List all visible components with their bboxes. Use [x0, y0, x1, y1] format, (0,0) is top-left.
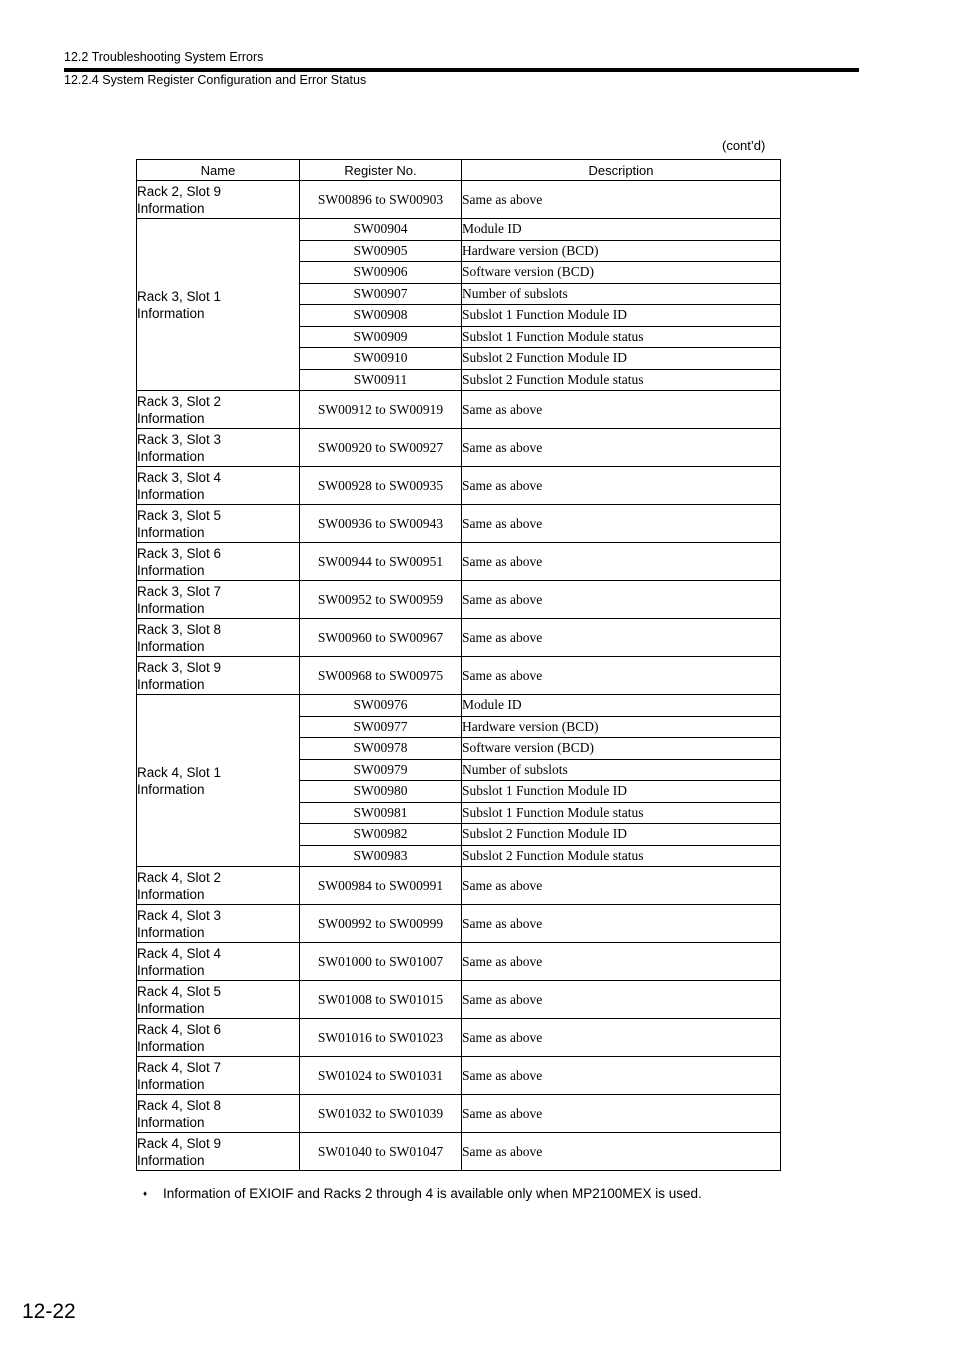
row-name-line: Rack 3, Slot 5: [137, 507, 222, 523]
table-row: [137, 429, 781, 467]
table-row: [137, 1057, 781, 1095]
row-name-cell: [137, 1095, 300, 1133]
row-name-line: Rack 4, Slot 2: [137, 869, 222, 885]
table-row: [137, 619, 781, 657]
row-name-line: Information: [137, 524, 205, 540]
table-header-row: [137, 160, 781, 181]
row-name-line: Rack 4, Slot 1: [137, 764, 222, 780]
description-cell: Software version (BCD): [462, 738, 781, 760]
row-name-line: Information: [137, 1152, 205, 1168]
footnote-bullet-icon: ♦: [143, 1189, 148, 1198]
table-body: [137, 181, 781, 1171]
register-cell: SW00952 to SW00959: [300, 581, 462, 619]
column-header-name: Name: [137, 160, 300, 181]
register-cell: SW00978: [300, 738, 462, 760]
register-cell: SW00928 to SW00935: [300, 467, 462, 505]
subsection-heading: 12.2.4 System Register Configuration and Error Status: [64, 73, 367, 87]
table-row: [137, 1095, 781, 1133]
page-number: 12-22: [22, 1300, 76, 1323]
row-name-cell: [137, 505, 300, 543]
register-cell: SW00980: [300, 781, 462, 803]
row-name-line: Information: [137, 1000, 205, 1016]
register-cell: SW00960 to SW00967: [300, 619, 462, 657]
row-name-line: Information: [137, 1114, 205, 1130]
description-cell: Same as above: [462, 543, 781, 581]
register-cell: SW00907: [300, 283, 462, 305]
register-cell: SW00983: [300, 845, 462, 867]
table-row: [137, 391, 781, 429]
section-heading: 12.2 Troubleshooting System Errors: [64, 50, 264, 64]
continued-label: (cont’d): [722, 138, 766, 153]
description-cell: Subslot 1 Function Module ID: [462, 305, 781, 327]
description-cell: Same as above: [462, 1095, 781, 1133]
table-row: [137, 657, 781, 695]
register-cell: SW00904: [300, 219, 462, 241]
table-row: [137, 905, 781, 943]
row-name-line: Information: [137, 886, 205, 902]
row-name-cell: [137, 867, 300, 905]
description-cell: Same as above: [462, 505, 781, 543]
row-name-cell: [137, 981, 300, 1019]
table-row: [137, 695, 781, 717]
description-cell: Same as above: [462, 429, 781, 467]
row-name-cell: [137, 695, 300, 867]
row-name-cell: [137, 543, 300, 581]
row-name-line: Information: [137, 924, 205, 940]
register-cell: SW01016 to SW01023: [300, 1019, 462, 1057]
register-cell: SW00911: [300, 369, 462, 391]
table-row: [137, 981, 781, 1019]
register-cell: SW00908: [300, 305, 462, 327]
register-cell: SW01024 to SW01031: [300, 1057, 462, 1095]
row-name-cell: [137, 943, 300, 981]
row-name-line: Information: [137, 676, 205, 692]
register-cell: SW00944 to SW00951: [300, 543, 462, 581]
footnote-text: Information of EXIOIF and Racks 2 through 4 is available only when MP2100MEX is used.: [163, 1186, 702, 1201]
table-row: [137, 943, 781, 981]
row-name-cell: [137, 429, 300, 467]
table-row: [137, 1133, 781, 1171]
row-name-line: Rack 4, Slot 6: [137, 1021, 222, 1037]
row-name-line: Rack 3, Slot 1: [137, 288, 222, 304]
row-name-line: Rack 3, Slot 7: [137, 583, 222, 599]
register-cell: SW00977: [300, 716, 462, 738]
row-name-line: Rack 4, Slot 4: [137, 945, 222, 961]
description-cell: Same as above: [462, 1133, 781, 1171]
register-cell: SW01032 to SW01039: [300, 1095, 462, 1133]
table-row: [137, 181, 781, 219]
description-cell: Subslot 1 Function Module ID: [462, 781, 781, 803]
description-cell: Same as above: [462, 943, 781, 981]
row-name-cell: [137, 1057, 300, 1095]
table-row: [137, 867, 781, 905]
row-name-cell: [137, 1133, 300, 1171]
description-cell: Same as above: [462, 1057, 781, 1095]
row-name-cell: [137, 181, 300, 219]
table-row: [137, 581, 781, 619]
row-name-line: Rack 3, Slot 9: [137, 659, 222, 675]
row-name-line: Information: [137, 1076, 205, 1092]
description-cell: Same as above: [462, 581, 781, 619]
register-cell: SW00896 to SW00903: [300, 181, 462, 219]
row-name-line: Information: [137, 200, 205, 216]
table-row: [137, 467, 781, 505]
description-cell: Same as above: [462, 467, 781, 505]
description-cell: Same as above: [462, 181, 781, 219]
register-cell: SW00912 to SW00919: [300, 391, 462, 429]
description-cell: Same as above: [462, 867, 781, 905]
row-name-line: Rack 4, Slot 9: [137, 1135, 222, 1151]
row-name-line: Information: [137, 781, 205, 797]
description-cell: Same as above: [462, 657, 781, 695]
row-name-line: Rack 4, Slot 7: [137, 1059, 222, 1075]
register-cell: SW00981: [300, 802, 462, 824]
register-cell: SW01008 to SW01015: [300, 981, 462, 1019]
description-cell: Subslot 1 Function Module status: [462, 326, 781, 348]
description-cell: Software version (BCD): [462, 262, 781, 284]
register-cell: SW00984 to SW00991: [300, 867, 462, 905]
row-name-line: Information: [137, 1038, 205, 1054]
row-name-cell: [137, 219, 300, 391]
row-name-line: Rack 3, Slot 8: [137, 621, 222, 637]
table-row: [137, 505, 781, 543]
row-name-line: Rack 4, Slot 3: [137, 907, 222, 923]
row-name-line: Rack 3, Slot 3: [137, 431, 222, 447]
register-cell: SW00909: [300, 326, 462, 348]
description-cell: Number of subslots: [462, 283, 781, 305]
row-name-cell: [137, 581, 300, 619]
row-name-line: Information: [137, 562, 205, 578]
column-header-description: Description: [462, 160, 781, 181]
row-name-line: Rack 3, Slot 4: [137, 469, 222, 485]
register-cell: SW00979: [300, 759, 462, 781]
column-header-register: Register No.: [300, 160, 462, 181]
register-cell: SW00968 to SW00975: [300, 657, 462, 695]
row-name-cell: [137, 657, 300, 695]
description-cell: Subslot 2 Function Module ID: [462, 348, 781, 370]
register-table: [136, 159, 781, 1171]
description-cell: Module ID: [462, 219, 781, 241]
row-name-line: Rack 3, Slot 2: [137, 393, 222, 409]
row-name-line: Rack 4, Slot 8: [137, 1097, 222, 1113]
row-name-cell: [137, 467, 300, 505]
row-name-line: Information: [137, 448, 205, 464]
row-name-cell: [137, 905, 300, 943]
register-cell: SW01040 to SW01047: [300, 1133, 462, 1171]
row-name-cell: [137, 391, 300, 429]
description-cell: Same as above: [462, 391, 781, 429]
description-cell: Module ID: [462, 695, 781, 717]
row-name-line: Rack 2, Slot 9: [137, 183, 222, 199]
row-name-line: Information: [137, 600, 205, 616]
table-row: [137, 219, 781, 241]
description-cell: Subslot 2 Function Module status: [462, 369, 781, 391]
row-name-line: Information: [137, 305, 205, 321]
row-name-line: Information: [137, 410, 205, 426]
register-cell: SW00936 to SW00943: [300, 505, 462, 543]
register-cell: SW00982: [300, 824, 462, 846]
register-cell: SW00992 to SW00999: [300, 905, 462, 943]
row-name-line: Rack 3, Slot 6: [137, 545, 222, 561]
description-cell: Subslot 2 Function Module status: [462, 845, 781, 867]
register-cell: SW01000 to SW01007: [300, 943, 462, 981]
footnote: [143, 1186, 702, 1201]
description-cell: Subslot 2 Function Module ID: [462, 824, 781, 846]
description-cell: Same as above: [462, 1019, 781, 1057]
row-name-cell: [137, 1019, 300, 1057]
header-rule: [64, 68, 859, 72]
register-cell: SW00910: [300, 348, 462, 370]
table-row: [137, 543, 781, 581]
description-cell: Number of subslots: [462, 759, 781, 781]
register-cell: SW00976: [300, 695, 462, 717]
description-cell: Same as above: [462, 905, 781, 943]
description-cell: Hardware version (BCD): [462, 240, 781, 262]
register-cell: SW00906: [300, 262, 462, 284]
register-cell: SW00905: [300, 240, 462, 262]
row-name-line: Information: [137, 486, 205, 502]
row-name-cell: [137, 619, 300, 657]
row-name-line: Information: [137, 638, 205, 654]
description-cell: Subslot 1 Function Module status: [462, 802, 781, 824]
description-cell: Same as above: [462, 619, 781, 657]
register-cell: SW00920 to SW00927: [300, 429, 462, 467]
description-cell: Same as above: [462, 981, 781, 1019]
row-name-line: Information: [137, 962, 205, 978]
row-name-line: Rack 4, Slot 5: [137, 983, 222, 999]
table-row: [137, 1019, 781, 1057]
description-cell: Hardware version (BCD): [462, 716, 781, 738]
